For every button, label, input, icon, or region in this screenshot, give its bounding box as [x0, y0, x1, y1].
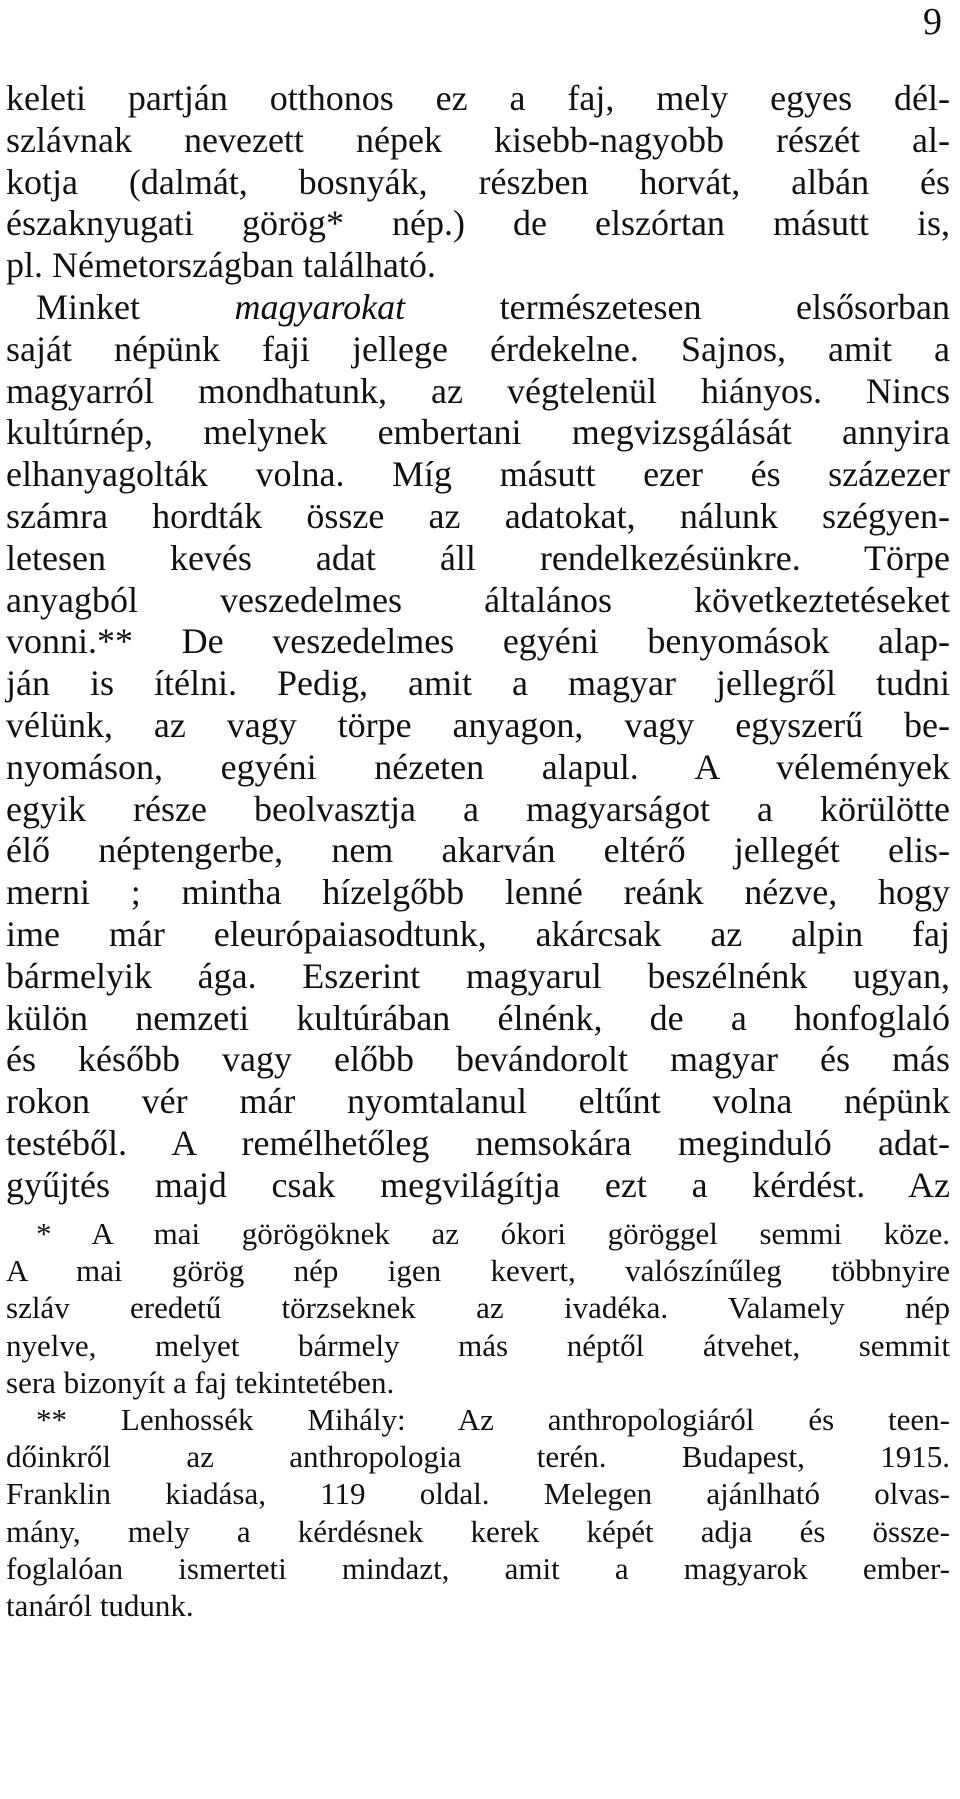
emphasized-text: magyarokat: [234, 286, 406, 327]
text-line: gyűjtés majd csak megvilágítja ezt a kérdést. Az: [6, 1164, 950, 1205]
footnote-line: foglalóan ismerteti mindazt, amit a magyarok ember-: [6, 1550, 950, 1586]
text-line: szlávnak nevezett népek kisebb-nagyobb részét al-: [6, 119, 950, 160]
footnote-line: * A mai görögöknek az ókori göröggel semmi köze.: [36, 1216, 950, 1251]
footnote-line: tanáról tudunk.: [6, 1587, 194, 1623]
text-line: ime már eleurópaiasodtunk, akárcsak az alpin faj: [6, 913, 950, 954]
footnote-line: mány, mely a kérdésnek kerek képét adja és össze-: [6, 1513, 950, 1549]
text-line: nyomáson, egyéni nézeten alapul. A vélemények: [6, 746, 950, 787]
footnote-line: szláv eredetű törzseknek az ivadéka. Valamely nép: [6, 1290, 950, 1326]
text-line: testéből. A remélhetőleg nemsokára meginduló adat-: [6, 1122, 950, 1163]
text-line: rokon vér már nyomtalanul eltűnt volna népünk: [6, 1081, 950, 1122]
text-line: élő néptengerbe, nem akarván eltérő jellegét elis-: [6, 830, 950, 871]
text-line: egyik része beolvasztja a magyarságot a körülötte: [6, 788, 950, 829]
text-line: ján is ítélni. Pedig, amit a magyar jellegről tudni: [6, 663, 950, 704]
text-line: saját népünk faji jellege érdekelne. Sajnos, amit a: [6, 328, 950, 369]
text-line: vélünk, az vagy törpe anyagon, vagy egyszerű be-: [6, 704, 950, 745]
page-number: 9: [923, 1, 942, 43]
text-line: külön nemzeti kultúrában élnénk, de a honfoglaló: [6, 997, 950, 1038]
text-segment: Minket: [36, 286, 235, 327]
text-segment: természetesen elsősorban: [405, 286, 950, 327]
text-line: számra hordták össze az adatokat, nálunk szégyen-: [6, 495, 950, 536]
text-line: pl. Németországban található.: [6, 245, 436, 286]
text-line: bármelyik ága. Eszerint magyarul beszélnénk ugyan,: [6, 955, 950, 996]
text-line: anyagból veszedelmes általános következtetéseket: [6, 579, 950, 620]
footnote-line: A mai görög nép igen kevert, valószínűleg többnyire: [6, 1253, 950, 1289]
text-line: és később vagy előbb bevándorolt magyar és más: [6, 1039, 950, 1080]
text-line: merni ; mintha hízelgőbb lenné reánk nézve, hogy: [6, 872, 950, 913]
text-line: letesen kevés adat áll rendelkezésünkre. Törpe: [6, 537, 950, 578]
footnote-line: ** Lenhossék Mihály: Az anthropologiáról és teen-: [36, 1401, 950, 1437]
text-line: kotja (dalmát, bosnyák, részben horvát, albán és: [6, 161, 950, 202]
text-line: magyarról mondhatunk, az végtelenül hiányos. Nincs: [6, 370, 950, 411]
footnote-line: Franklin kiadása, 119 oldal. Melegen ajánlható olvas-: [6, 1476, 950, 1512]
text-line: vonni.** De veszedelmes egyéni benyomások alap-: [6, 621, 950, 662]
text-line: elhanyagolták volna. Míg másutt ezer és százezer: [6, 454, 950, 495]
text-line: keleti partján otthonos ez a faj, mely egyes dél-: [6, 78, 950, 118]
main-text: [6, 78, 950, 1207]
text-line: kultúrnép, melynek embertani megvizsgálását annyira: [6, 412, 950, 453]
footnote-line: nyelve, melyet bármely más néptől átvehet, semmit: [6, 1327, 950, 1363]
footnotes: [6, 1215, 950, 1624]
footnote-line: dőinkről az anthropologia terén. Budapest, 1915.: [6, 1439, 950, 1475]
footnote-line: sera bizonyít a faj tekintetében.: [6, 1364, 395, 1400]
text-line: északnyugati görög* nép.) de elszórtan másutt is,: [6, 203, 950, 244]
text-line: [6, 287, 950, 329]
